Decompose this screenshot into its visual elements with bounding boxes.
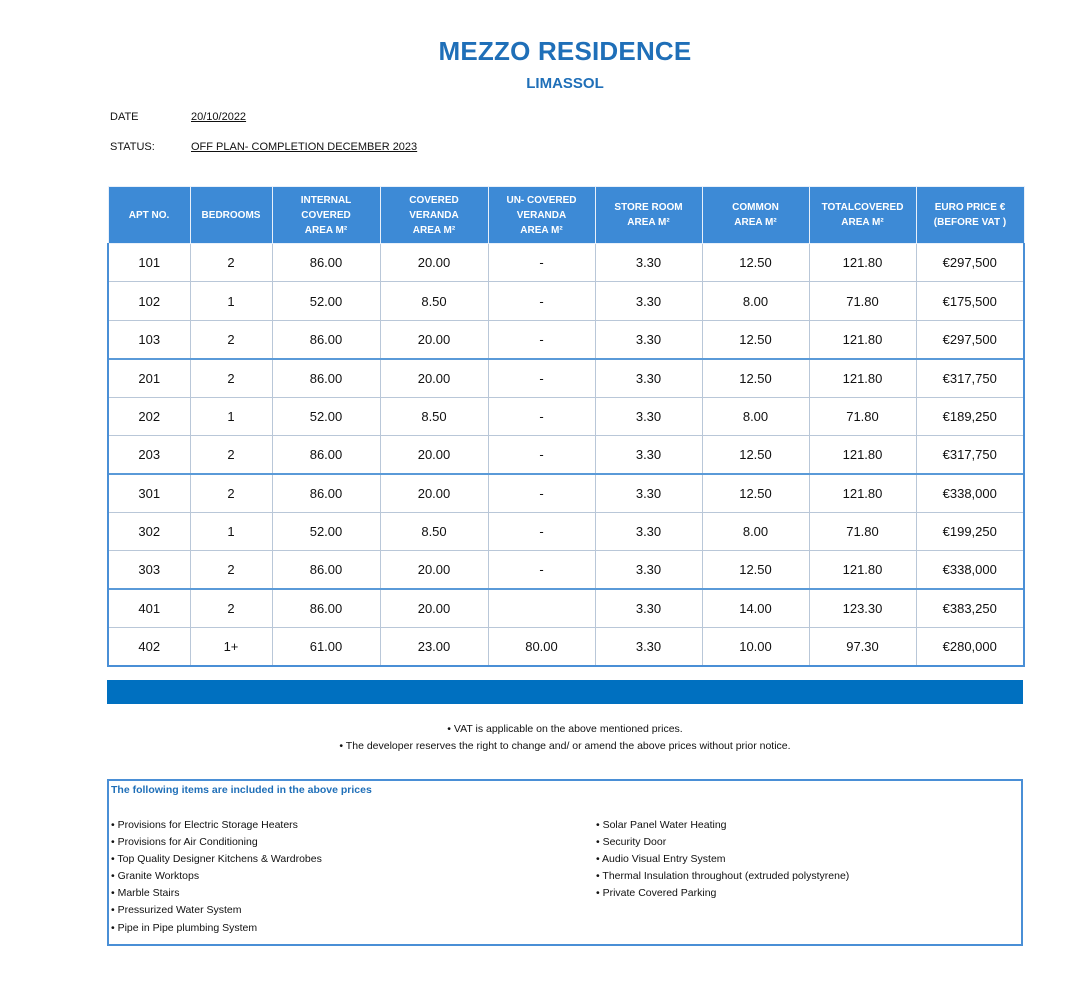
table-cell: 8.50 xyxy=(380,282,488,320)
table-cell: 1 xyxy=(190,282,272,320)
table-cell: 86.00 xyxy=(272,435,380,473)
table-cell: €383,250 xyxy=(916,589,1024,627)
table-cell xyxy=(488,589,595,627)
table-row xyxy=(108,320,1024,358)
table-cell: 52.00 xyxy=(272,512,380,550)
table-cell: 1 xyxy=(190,512,272,550)
table-cell: 2 xyxy=(190,435,272,473)
inclusion-item: • Pressurized Water System xyxy=(111,904,242,917)
table-cell: 10.00 xyxy=(702,627,809,665)
inclusion-item: • Marble Stairs xyxy=(111,887,180,900)
inclusion-item: • Provisions for Air Conditioning xyxy=(111,836,258,849)
table-cell: 3.30 xyxy=(595,397,702,435)
column-header xyxy=(108,187,190,244)
column-header-line: AREA M² xyxy=(627,217,670,228)
status-value: OFF PLAN- COMPLETION DECEMBER 2023 xyxy=(191,141,418,153)
table-cell: - xyxy=(488,282,595,320)
column-header-line: COVERED xyxy=(409,194,459,206)
column-header-line: VERANDA xyxy=(409,209,459,221)
table-cell: 202 xyxy=(108,397,190,435)
table-cell: 3.30 xyxy=(595,474,702,512)
table-cell: - xyxy=(488,397,595,435)
column-header xyxy=(488,187,595,244)
table-cell: 3.30 xyxy=(595,320,702,358)
table-cell: 71.80 xyxy=(809,282,916,320)
inclusion-item: • Pipe in Pipe plumbing System xyxy=(111,921,258,934)
table-cell: 3.30 xyxy=(595,512,702,550)
table-cell: 302 xyxy=(108,512,190,550)
table-header-row xyxy=(108,187,1024,244)
table-cell: 121.80 xyxy=(809,474,916,512)
inclusion-item: • Provisions for Electric Storage Heaters xyxy=(111,819,298,831)
table-cell: 3.30 xyxy=(595,627,702,665)
column-header-line: UN- COVERED xyxy=(506,194,577,206)
inclusions-heading: The following items are included in the above prices xyxy=(111,784,372,796)
inclusion-item: • Top Quality Designer Kitchens & Wardrobes xyxy=(111,853,322,866)
table-row xyxy=(108,474,1024,512)
table-cell: 203 xyxy=(108,435,190,473)
column-header-line: STORE ROOM xyxy=(614,202,683,213)
table-cell: 3.30 xyxy=(595,282,702,320)
table-cell: €317,750 xyxy=(916,435,1024,473)
column-header-line: AREA M² xyxy=(412,224,456,236)
table-cell: 52.00 xyxy=(272,397,380,435)
table-cell: €317,750 xyxy=(916,359,1024,397)
table-cell: 1+ xyxy=(190,627,272,665)
table-row xyxy=(108,589,1024,627)
table-cell: 8.00 xyxy=(702,512,809,550)
table-cell: 71.80 xyxy=(809,512,916,550)
table-cell: 101 xyxy=(108,244,190,282)
table-cell: 3.30 xyxy=(595,359,702,397)
table-cell: 2 xyxy=(190,244,272,282)
table-cell: 86.00 xyxy=(272,244,380,282)
table-cell: 2 xyxy=(190,551,272,589)
table-cell: 71.80 xyxy=(809,397,916,435)
table-cell: 86.00 xyxy=(272,589,380,627)
table-cell: €199,250 xyxy=(916,512,1024,550)
table-cell: 86.00 xyxy=(272,320,380,358)
table-cell: 20.00 xyxy=(380,320,488,358)
table-cell: €297,500 xyxy=(916,320,1024,358)
table-cell: 8.00 xyxy=(702,282,809,320)
table-cell: 14.00 xyxy=(702,589,809,627)
column-header xyxy=(190,187,272,244)
column-header xyxy=(916,187,1024,244)
table-cell: 2 xyxy=(190,589,272,627)
developer-note: • The developer reserves the right to change and/ or amend the above prices without prior notice. xyxy=(339,740,791,752)
table-cell: 80.00 xyxy=(488,627,595,665)
inclusion-item: • Thermal Insulation throughout (extruded polystyrene) xyxy=(596,870,850,883)
column-header-line: COVERED xyxy=(301,209,351,221)
column-header-line: (BEFORE VAT ) xyxy=(933,217,1007,228)
column-header xyxy=(595,187,702,244)
table-cell: 86.00 xyxy=(272,359,380,397)
table-cell: 20.00 xyxy=(380,359,488,397)
table-cell: 3.30 xyxy=(595,551,702,589)
table-cell: 12.50 xyxy=(702,244,809,282)
table-cell: 12.50 xyxy=(702,435,809,473)
column-header-line: VERANDA xyxy=(516,209,567,221)
table-cell: - xyxy=(488,512,595,550)
table-cell: 123.30 xyxy=(809,589,916,627)
date-label: DATE xyxy=(110,111,139,123)
table-cell: 61.00 xyxy=(272,627,380,665)
table-cell: €175,500 xyxy=(916,282,1024,320)
table-cell: €189,250 xyxy=(916,397,1024,435)
table-cell: 8.50 xyxy=(380,512,488,550)
inclusions-box xyxy=(107,779,1023,946)
table-cell: €297,500 xyxy=(916,244,1024,282)
table-cell: - xyxy=(488,435,595,473)
table-cell: 301 xyxy=(108,474,190,512)
table-cell: - xyxy=(488,359,595,397)
inclusions-right-list xyxy=(596,817,849,902)
column-header-line: AREA M² xyxy=(304,224,348,236)
table-cell: 23.00 xyxy=(380,627,488,665)
table-row xyxy=(108,551,1024,589)
table-cell: 12.50 xyxy=(702,551,809,589)
table-cell: 303 xyxy=(108,551,190,589)
table-cell: - xyxy=(488,551,595,589)
column-header-line: EURO PRICE € xyxy=(934,202,1006,213)
table-cell: - xyxy=(488,474,595,512)
table-cell: 121.80 xyxy=(809,435,916,473)
column-header xyxy=(702,187,809,244)
page-subtitle: LIMASSOL xyxy=(526,75,604,92)
table-cell: 8.50 xyxy=(380,397,488,435)
column-header-line: AREA M² xyxy=(734,217,777,228)
table-cell: €280,000 xyxy=(916,627,1024,665)
column-header-line: COMMON xyxy=(732,202,779,213)
vat-note: • VAT is applicable on the above mentioned prices. xyxy=(447,723,683,735)
table-cell: 121.80 xyxy=(809,244,916,282)
inclusion-item: • Private Covered Parking xyxy=(596,887,717,900)
table-cell: 20.00 xyxy=(380,551,488,589)
column-header-line: BEDROOMS xyxy=(201,209,261,221)
table-cell: 2 xyxy=(190,474,272,512)
column-header xyxy=(272,187,380,244)
table-cell: 12.50 xyxy=(702,474,809,512)
table-body xyxy=(108,244,1024,666)
inclusion-item: • Granite Worktops xyxy=(111,870,200,883)
table-cell: 52.00 xyxy=(272,282,380,320)
table-cell: €338,000 xyxy=(916,551,1024,589)
table-cell: 103 xyxy=(108,320,190,358)
table-cell: 86.00 xyxy=(272,551,380,589)
page-title: MEZZO RESIDENCE xyxy=(438,36,692,66)
column-header xyxy=(380,187,488,244)
table-cell: 12.50 xyxy=(702,320,809,358)
table-cell: 401 xyxy=(108,589,190,627)
table-cell: 20.00 xyxy=(380,244,488,282)
table-row xyxy=(108,512,1024,550)
table-cell: - xyxy=(488,320,595,358)
table-cell: 8.00 xyxy=(702,397,809,435)
table-cell: 121.80 xyxy=(809,359,916,397)
table-row xyxy=(108,627,1024,665)
table-cell: 3.30 xyxy=(595,589,702,627)
table-row xyxy=(108,359,1024,397)
inclusion-item: • Audio Visual Entry System xyxy=(596,853,726,866)
table-cell: 3.30 xyxy=(595,244,702,282)
table-cell: 20.00 xyxy=(380,474,488,512)
table-cell: €338,000 xyxy=(916,474,1024,512)
blue-divider-bar xyxy=(107,680,1023,704)
table-cell: 20.00 xyxy=(380,435,488,473)
table-cell: 102 xyxy=(108,282,190,320)
table-cell: 402 xyxy=(108,627,190,665)
column-header xyxy=(809,187,916,244)
table-row xyxy=(108,435,1024,473)
column-header-line: INTERNAL xyxy=(300,194,352,206)
table-row xyxy=(108,244,1024,282)
date-value: 20/10/2022 xyxy=(191,111,247,123)
column-header-line: AREA M² xyxy=(841,217,884,228)
table-cell: 1 xyxy=(190,397,272,435)
table-cell: 97.30 xyxy=(809,627,916,665)
table-cell: 201 xyxy=(108,359,190,397)
table-cell: 121.80 xyxy=(809,320,916,358)
table-cell: 12.50 xyxy=(702,359,809,397)
table-row xyxy=(108,397,1024,435)
table-cell: 121.80 xyxy=(809,551,916,589)
price-table xyxy=(107,186,1025,667)
table-cell: 3.30 xyxy=(595,435,702,473)
table-cell: 86.00 xyxy=(272,474,380,512)
column-header-line: AREA M² xyxy=(520,224,563,236)
table-cell: 20.00 xyxy=(380,589,488,627)
table-row xyxy=(108,282,1024,320)
table-cell: 2 xyxy=(190,359,272,397)
inclusions-left-list xyxy=(111,817,322,937)
column-header-line: APT NO. xyxy=(128,209,170,221)
column-header-line: TOTALCOVERED xyxy=(821,202,904,213)
status-label: STATUS: xyxy=(110,141,155,153)
table-cell: - xyxy=(488,244,595,282)
table-cell: 2 xyxy=(190,320,272,358)
inclusion-item: • Security Door xyxy=(596,836,667,849)
inclusion-item: • Solar Panel Water Heating xyxy=(596,819,727,831)
